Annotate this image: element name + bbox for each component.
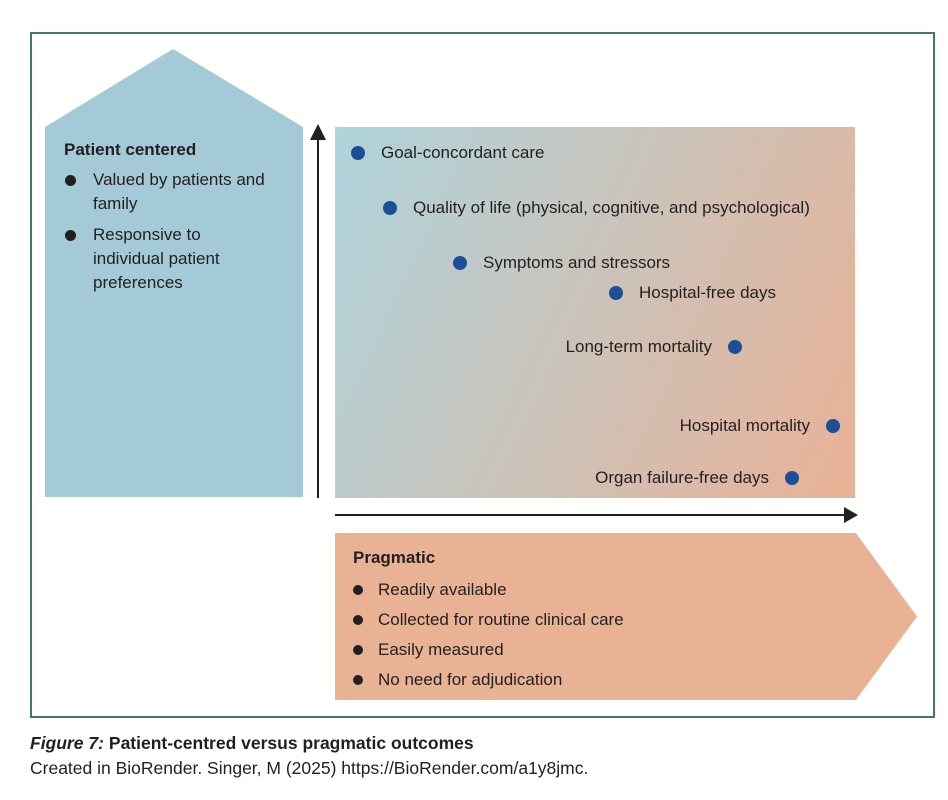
pragmatic-bullet — [353, 609, 793, 631]
pragmatic-legend — [353, 546, 793, 699]
outcome-gradient-panel — [335, 127, 855, 498]
pragmatic-bullet-label: No need for adjudication — [378, 670, 563, 689]
outcome-item — [566, 336, 742, 358]
outcome-dot-icon — [383, 201, 397, 215]
outcome-item — [351, 142, 544, 164]
patient-centered-bullet-label: Responsive to individual patient preferences — [93, 225, 220, 292]
patient-centered-legend — [64, 138, 276, 302]
pragmatic-title: Pragmatic — [353, 548, 436, 567]
bullet-icon — [353, 675, 363, 685]
outcome-label: Symptoms and stressors — [483, 253, 671, 272]
bullet-icon — [65, 230, 76, 241]
y-axis-arrowhead-icon — [310, 124, 326, 140]
pragmatic-bullet-label: Collected for routine clinical care — [378, 610, 624, 629]
outcome-label: Hospital mortality — [679, 416, 810, 435]
pragmatic-bullet — [353, 639, 793, 661]
outcome-label: Organ failure-free days — [595, 468, 769, 487]
y-axis-line — [317, 138, 319, 498]
outcome-label: Quality of life (physical, cognitive, and psychological) — [413, 198, 810, 217]
pragmatic-bullet-label: Readily available — [378, 580, 507, 599]
outcome-dot-icon — [785, 471, 799, 485]
outcome-item — [609, 282, 776, 304]
outcome-label: Long-term mortality — [565, 337, 712, 356]
bullet-icon — [353, 585, 363, 595]
x-axis-arrowhead-icon — [844, 507, 858, 523]
outcome-item — [453, 252, 670, 274]
outcome-label: Hospital-free days — [639, 283, 777, 302]
figure-number-label: Figure 7: — [30, 733, 104, 753]
outcome-label: Goal-concordant care — [381, 143, 545, 162]
pragmatic-bullet — [353, 579, 793, 601]
patient-centered-title: Patient centered — [64, 140, 197, 159]
outcome-dot-icon — [826, 419, 840, 433]
patient-centered-bullet — [64, 223, 276, 295]
outcome-dot-icon — [609, 286, 623, 300]
patient-centered-bullet — [64, 168, 276, 216]
outcome-item — [595, 467, 799, 489]
bullet-icon — [353, 645, 363, 655]
pragmatic-bullet-list — [353, 579, 793, 691]
patient-centered-bullet-label: Valued by patients and family — [93, 170, 265, 213]
outcome-item — [680, 415, 840, 437]
figure-credit-line: Created in BioRender. Singer, M (2025) https://BioRender.com/a1y8jmc. — [30, 758, 589, 778]
outcome-dot-icon — [351, 146, 365, 160]
bullet-icon — [353, 615, 363, 625]
outcome-item — [383, 197, 810, 219]
figure-caption-title: Patient-centred versus pragmatic outcomes — [108, 733, 474, 753]
bullet-icon — [65, 175, 76, 186]
outcome-dot-icon — [453, 256, 467, 270]
patient-centered-bullet-list — [64, 168, 276, 295]
outcome-dot-icon — [728, 340, 742, 354]
pragmatic-bullet — [353, 669, 793, 691]
figure-caption — [30, 731, 474, 756]
pragmatic-bullet-label: Easily measured — [378, 640, 504, 659]
x-axis-line — [335, 514, 844, 516]
